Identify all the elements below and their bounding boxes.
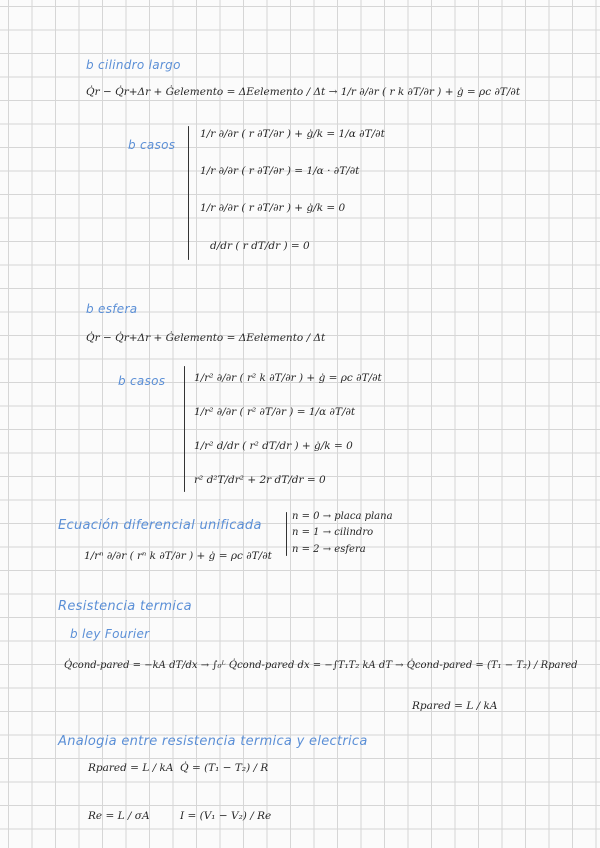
unificada-case-esfera: n = 2 → esfera xyxy=(292,544,366,555)
heading-esfera: b esfera xyxy=(86,302,138,316)
esfera-casos-label: b casos xyxy=(118,374,166,388)
cilindro-caso-2: 1/r ∂/∂r ( r ∂T/∂r ) = 1/α · ∂T/∂t xyxy=(200,165,360,177)
unificada-cases-brace xyxy=(286,512,287,556)
unificada-case-placa: n = 0 → placa plana xyxy=(292,511,393,522)
r-pared-equation: Rpared = L / kA xyxy=(412,700,498,712)
esfera-caso-3: 1/r² d/dr ( r² dT/dr ) + ġ/k = 0 xyxy=(194,440,353,452)
cilindro-casos-label: b casos xyxy=(128,138,176,152)
heading-resistencia: Resistencia termica xyxy=(58,599,192,614)
heading-cilindro: b cilindro largo xyxy=(86,58,181,72)
analogia-r-electrica: Re = L / σA xyxy=(88,810,150,822)
heading-unificada: Ecuación diferencial unificada xyxy=(58,518,262,533)
analogia-r-pared: Rpared = L / kA xyxy=(88,762,174,774)
cilindro-caso-1: 1/r ∂/∂r ( r ∂T/∂r ) + ġ/k = 1/α ∂T/∂t xyxy=(200,128,385,140)
analogia-i-electrica: I = (V₁ − V₂) / Re xyxy=(180,810,272,822)
esfera-main-equation: Q̇r − Q̇r+Δr + Ġelemento = ΔEelemento / Δt xyxy=(86,332,326,344)
esfera-caso-2: 1/r² ∂/∂r ( r² ∂T/∂r ) = 1/α ∂T/∂t xyxy=(194,406,356,418)
esfera-casos-brace xyxy=(184,366,185,492)
analogia-q-termico: Q̇ = (T₁ − T₂) / R xyxy=(180,762,269,774)
cilindro-caso-3: 1/r ∂/∂r ( r ∂T/∂r ) + ġ/k = 0 xyxy=(200,202,346,214)
esfera-caso-1: 1/r² ∂/∂r ( r² k ∂T/∂r ) + ġ = ρc ∂T/∂t xyxy=(194,372,382,384)
cilindro-caso-4: d/dr ( r dT/dr ) = 0 xyxy=(210,240,310,252)
heading-analogia: Analogia entre resistencia termica y electrica xyxy=(58,734,368,749)
cilindro-casos-brace xyxy=(188,126,189,260)
cilindro-main-equation: Q̇r − Q̇r+Δr + Ġelemento = ΔEelemento / Δt → 1/r ∂/∂r ( r k ∂T/∂r ) + ġ = ρc ∂T/∂t xyxy=(86,86,521,98)
subheading-ley-fourier: b ley Fourier xyxy=(70,627,150,641)
unificada-case-cilindro: n = 1 → cilindro xyxy=(292,527,374,538)
unificada-equation: 1/rⁿ ∂/∂r ( rⁿ k ∂T/∂r ) + ġ = ρc ∂T/∂t xyxy=(84,550,272,562)
esfera-caso-4: r² d²T/dr² + 2r dT/dr = 0 xyxy=(194,474,326,486)
fourier-equation: Q̇cond-pared = −kA dT/dx → ∫₀ᴸ Q̇cond-pared dx = −∫T₁T₂ kA dT → Q̇cond-pared = (T₁ − T₂) / Rpared xyxy=(64,660,578,671)
